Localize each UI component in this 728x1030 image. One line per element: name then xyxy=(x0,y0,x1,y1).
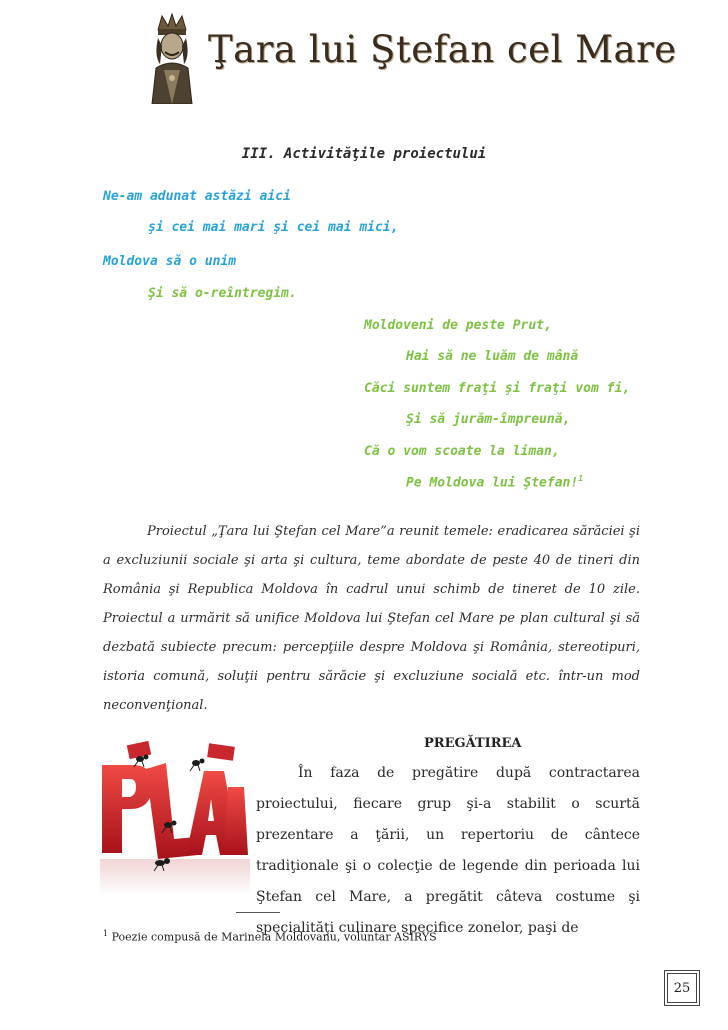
preparation-paragraph: În faza de pregătire după contractarea proiectului, fiecare grup şi-a stabilit o scurtă prezentare a ţării, un repertoriu de cântece tradiţionale şi o colecţie de legende din perioada lui Ştefan cel Mare, a pregătit câteva costume şi specialităţi culinare specifice zonelor, paşi de xyxy=(256,765,640,936)
poem-line: Ne-am adunat astăzi aici xyxy=(103,189,291,204)
header-title: Ţara lui Ştefan cel Mare xyxy=(208,28,677,71)
poem-line: Şi să o-reîntregim. xyxy=(148,286,297,301)
page-number-box xyxy=(664,970,700,1006)
poem-line: Moldoveni de peste Prut, xyxy=(364,318,552,333)
plan-ants-icon xyxy=(100,735,250,900)
footnote-ref: 1 xyxy=(578,474,584,483)
page-number: 25 xyxy=(673,980,691,996)
preparation-heading: PREGĂTIREA xyxy=(424,736,522,751)
poem-line: Căci suntem fraţi şi fraţi vom fi, xyxy=(364,381,631,396)
footnote-separator xyxy=(236,912,280,913)
footnote-marker: 1 xyxy=(103,929,109,938)
plan-illustration xyxy=(100,735,250,900)
stefan-portrait-logo xyxy=(144,12,200,104)
poem-line: Pe Moldova lui Ştefan! xyxy=(406,475,579,491)
poem-line: Că o vom scoate la liman, xyxy=(364,444,560,459)
poem-line: Şi să jurăm-împreună, xyxy=(406,412,571,427)
body-paragraph: Proiectul „Ţara lui Ştefan cel Mare”a reunit temele: eradicarea sărăciei şi a excluziunii sociale şi arta şi cultura, teme abordate de peste 40 de tineri din România şi Republica Moldova în cadrul unui schimb de tineret de 10 zile. Proiectul a urmărit să unifice Moldova lui Ştefan cel Mare pe plan cultural şi să dezbată subiecte precum: percepţiile despre Moldova şi România, stereotipuri, istoria comună, soluţii pentru sărăcie şi excluziune socială etc. într-un mod neconvenţional. xyxy=(103,524,640,713)
section-title: III. Activităţile proiectului xyxy=(241,146,487,162)
poem-last-line xyxy=(406,474,583,490)
poem-line: Moldova să o unim xyxy=(103,254,237,269)
footnote-text: Poezie compusă de Marinela Moldovanu, voluntar ASIRYS xyxy=(108,930,437,944)
footnote xyxy=(103,929,437,944)
knight-icon xyxy=(144,12,200,104)
plan-illustration-text xyxy=(250,735,251,736)
poem-line: Hai să ne luăm de mână xyxy=(406,349,579,364)
poem-line: şi cei mai mari şi cei mai mici, xyxy=(148,220,399,235)
